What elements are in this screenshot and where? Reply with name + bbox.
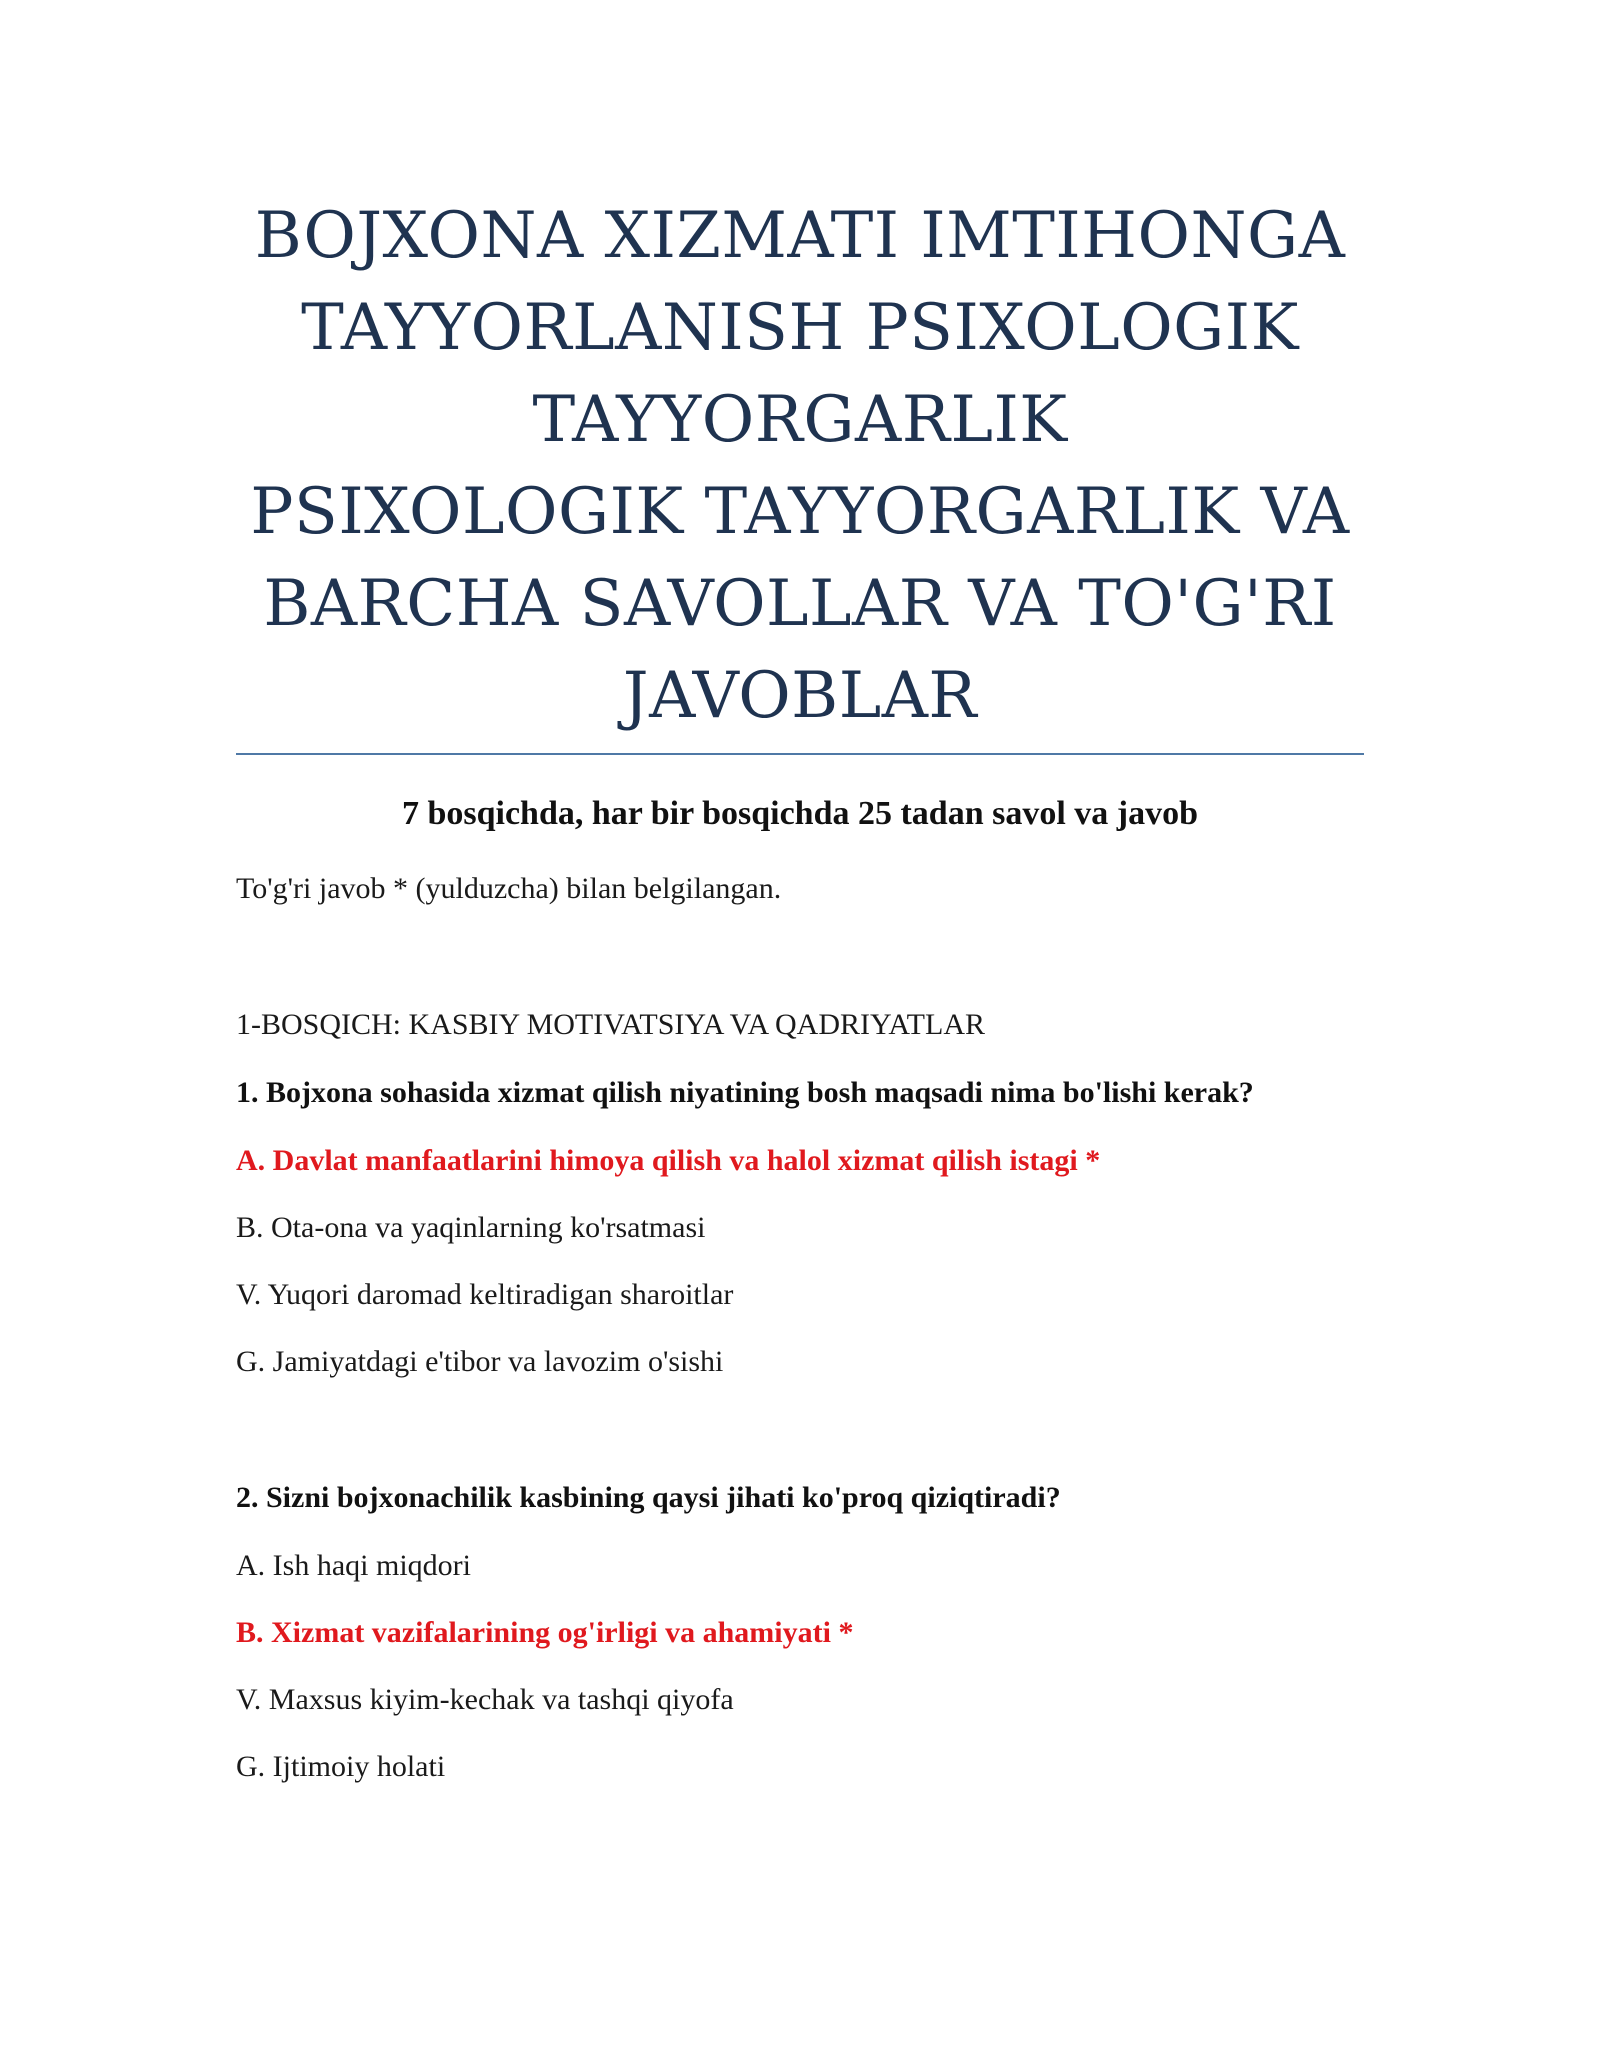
question-1: 1. Bojxona sohasida xizmat qilish niyatining bosh maqsadi nima bo'lishi kerak? bbox=[236, 1076, 1254, 1109]
answer-option: B. Ota-ona va yaqinlarning ko'rsatmasi bbox=[236, 1211, 706, 1244]
answer-option: V. Yuqori daromad keltiradigan sharoitlar bbox=[236, 1278, 734, 1311]
section-heading: 1-BOSQICH: KASBIY MOTIVATSIYA VA QADRIYATLAR bbox=[236, 1008, 985, 1041]
title-line: TAYYORGARLIK bbox=[532, 383, 1068, 457]
answer-option: A. Ish haqi miqdori bbox=[236, 1549, 471, 1582]
answer-option-correct: B. Xizmat vazifalarining og'irligi va ahamiyati * bbox=[236, 1616, 854, 1649]
answer-option: G. Jamiyatdagi e'tibor va lavozim o'sishi bbox=[236, 1345, 724, 1378]
title-line: BARCHA SAVOLLAR VA TO'G'RI bbox=[263, 567, 1337, 641]
answer-option-correct: A. Davlat manfaatlarini himoya qilish va halol xizmat qilish istagi * bbox=[236, 1144, 1101, 1177]
title-line: BOJXONA XIZMATI IMTIHONGA bbox=[254, 199, 1346, 273]
title-line: PSIXOLOGIK TAYYORGARLIK VA bbox=[250, 475, 1350, 549]
answer-option: V. Maxsus kiyim-kechak va tashqi qiyofa bbox=[236, 1683, 734, 1716]
document-subtitle: 7 bosqichda, har bir bosqichda 25 tadan savol va javob bbox=[401, 795, 1199, 832]
question-2: 2. Sizni bojxonachilik kasbining qaysi jihati ko'proq qiziqtiradi? bbox=[236, 1481, 1061, 1514]
title-divider bbox=[236, 753, 1364, 755]
document-title bbox=[236, 190, 1364, 742]
title-line: JAVOBLAR bbox=[622, 659, 978, 733]
title-line: TAYYORLANISH PSIXOLOGIK bbox=[301, 291, 1299, 365]
answer-option: G. Ijtimoiy holati bbox=[236, 1750, 446, 1783]
answer-key-note: To'g'ri javob * (yulduzcha) bilan belgilangan. bbox=[236, 872, 782, 905]
